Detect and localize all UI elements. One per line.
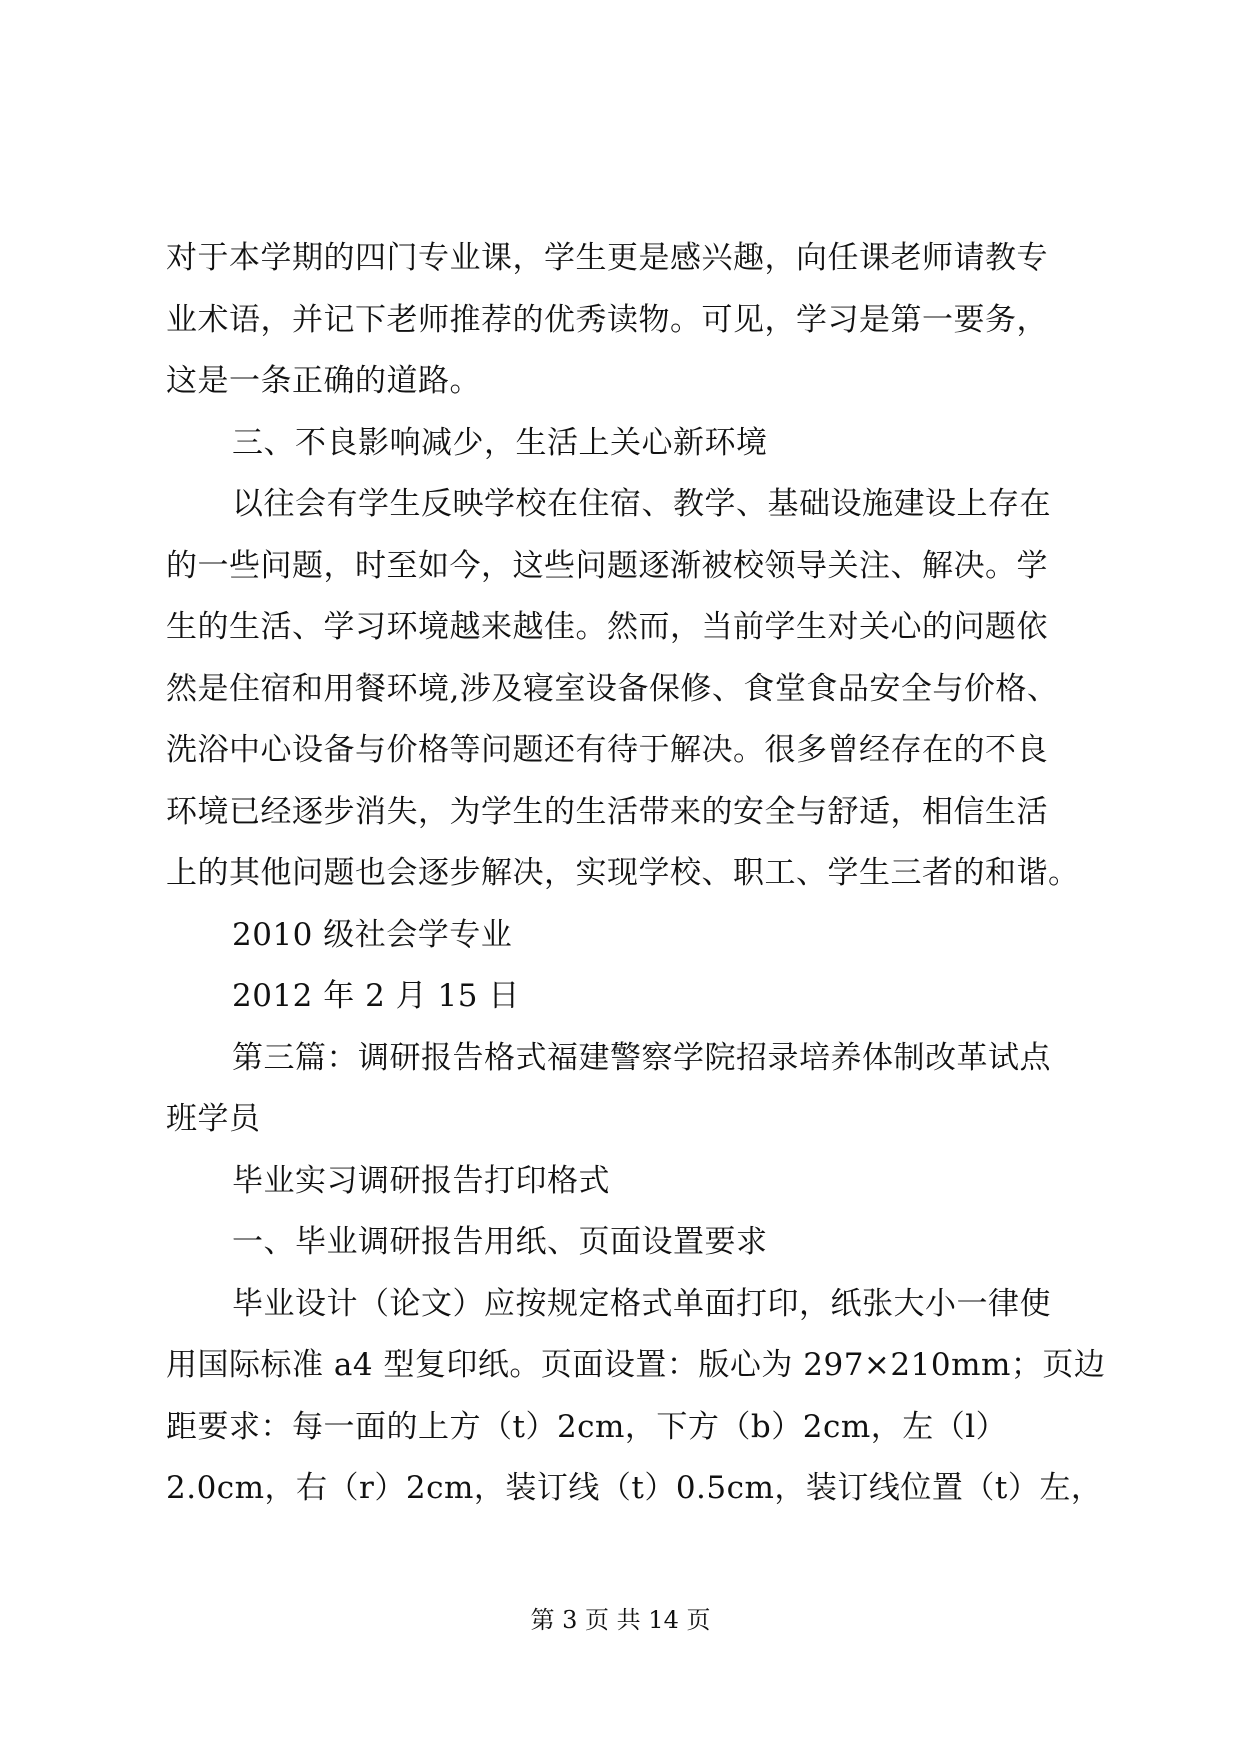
document-line: 这是一条正确的道路。 <box>166 363 481 399</box>
document-line: 毕业实习调研报告打印格式 <box>232 1162 610 1199</box>
document-line: 业术语，并记下老师推荐的优秀读物。可见，学习是第一要务， <box>166 301 1048 338</box>
document-line: 三、不良影响减少，生活上关心新环境 <box>232 424 768 461</box>
document-line: 距要求：每一面的上方（t）2cm，下方（b）2cm，左（l） <box>166 1408 1008 1445</box>
document-line: 以往会有学生反映学校在住宿、教学、基础设施建设上存在 <box>232 486 1051 522</box>
document-line: 上的其他问题也会逐步解决，实现学校、职工、学生三者的和谐。 <box>166 855 1080 891</box>
document-body <box>166 228 1106 1520</box>
document-line: 2010 级社会学专业 <box>232 916 513 953</box>
document-line: 对于本学期的四门专业课，学生更是感兴趣，向任课老师请教专 <box>166 240 1048 276</box>
document-line: 洗浴中心设备与价格等问题还有待于解决。很多曾经存在的不良 <box>166 732 1048 768</box>
document-line: 然是住宿和用餐环境,涉及寝室设备保修、食堂食品安全与价格、 <box>166 670 1059 707</box>
document-line: 环境已经逐步消失，为学生的生活带来的安全与舒适，相信生活 <box>166 793 1048 830</box>
document-line: 班学员 <box>166 1101 261 1137</box>
document-line: 的一些问题，时至如今，这些问题逐渐被校领导关注、解决。学 <box>166 547 1048 584</box>
document-line: 2.0cm，右（r）2cm，装订线（t）0.5cm，装订线位置（t）左， <box>166 1470 1103 1506</box>
document-line: 生的生活、学习环境越来越佳。然而，当前学生对关心的问题依 <box>166 609 1048 645</box>
page-footer: 第 3 页 共 14 页 <box>530 1606 711 1634</box>
document-line: 毕业设计（论文）应按规定格式单面打印，纸张大小一律使 <box>232 1285 1051 1322</box>
document-line: 一、毕业调研报告用纸、页面设置要求 <box>232 1224 768 1260</box>
document-line: 第三篇：调研报告格式福建警察学院招录培养体制改革试点 <box>232 1039 1051 1076</box>
document-line: 用国际标准 a4 型复印纸。页面设置：版心为 297×210mm；页边 <box>166 1347 1106 1383</box>
document-line: 2012 年 2 月 15 日 <box>232 978 520 1014</box>
